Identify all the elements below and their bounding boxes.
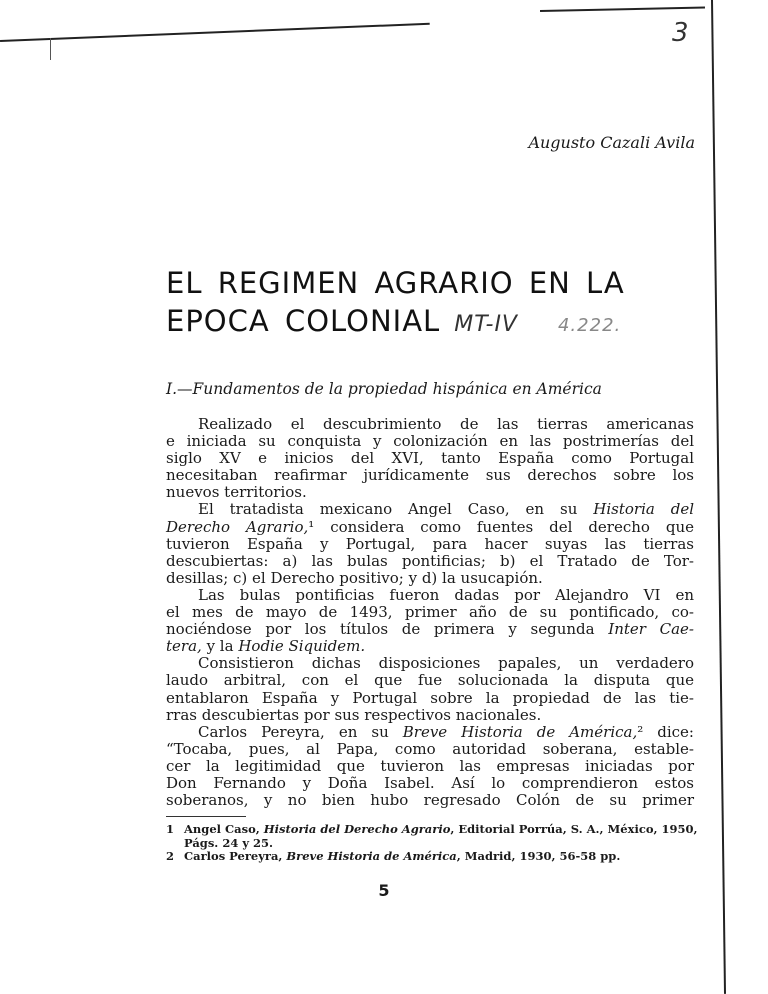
text-segment: siglo XV e inicios del XVI, tanto España como Portugal <box>166 449 694 468</box>
italic-text: Historia del <box>593 500 694 519</box>
text-segment: ² dice: <box>637 722 694 741</box>
footnote-text <box>184 850 620 864</box>
text-line <box>166 655 694 672</box>
footnotes <box>166 823 706 864</box>
text-segment: entablaron España y Portugal sobre la propiedad de las tie- <box>166 688 694 707</box>
scan-edge-line-right <box>711 0 726 994</box>
text-line <box>166 519 694 536</box>
text-line <box>166 536 694 553</box>
text-line <box>166 621 694 638</box>
text-segment: “Tocaba, pues, al Papa, como autoridad soberana, estable- <box>166 739 694 758</box>
footnote-text <box>184 823 706 850</box>
text-line <box>166 638 694 655</box>
text-line <box>166 553 694 570</box>
text-segment: Consistieron dichas disposiciones papales, un verdadero <box>198 654 694 673</box>
text-segment: desillas; c) el Derecho positivo; y d) la usucapión. <box>166 568 543 587</box>
text-segment: nuevos territorios. <box>166 483 307 502</box>
text-segment: Realizado el descubrimiento de las tierras americanas <box>198 415 694 433</box>
text-segment: tuvieron España y Portugal, para hacer suyas las tierras <box>166 534 694 553</box>
italic-text: Historia del Derecho Agrario <box>263 822 451 836</box>
italic-text: Derecho Agrario, <box>166 517 309 536</box>
article-title-line-1: EL REGIMEN AGRARIO EN LA <box>166 266 625 300</box>
text-segment: El tratadista mexicano Angel Caso, en su <box>198 500 594 519</box>
text-line <box>166 467 694 484</box>
title-text: EPOCA COLONIAL <box>166 304 441 338</box>
text-segment: soberanos, y no bien hubo regresado Colón de su primer <box>166 791 694 810</box>
text-segment: descubiertas: a) las bulas pontificias; b) el Tratado de Tor- <box>166 551 694 570</box>
text-line <box>166 707 694 724</box>
text-line <box>166 792 694 809</box>
handwritten-note-faint: 4.222. <box>557 315 622 336</box>
text-segment: Don Fernando y Doña Isabel. Así lo comprendieron estos <box>166 773 694 792</box>
text-line <box>166 604 694 621</box>
text-segment: ¹ considera como fuentes del derecho que <box>308 517 694 536</box>
handwritten-note: MT-IV <box>454 312 518 337</box>
italic-text: tera, <box>166 637 202 656</box>
handwritten-page-number: 3 <box>672 18 689 48</box>
text-line <box>166 672 694 689</box>
text-segment: Angel Caso, <box>184 822 264 836</box>
text-segment: e iniciada su conquista y colonización en las postrimerías del <box>166 432 694 451</box>
page-number: 5 <box>378 881 390 900</box>
text-segment: nociéndose por los títulos de primera y segunda <box>166 620 609 639</box>
section-heading: I.—Fundamentos de la propiedad hispánica en América <box>166 380 602 398</box>
scan-tick-mark <box>50 38 51 60</box>
text-segment: Carlos Pereyra, <box>184 849 287 863</box>
text-segment: el mes de mayo de 1493, primer año de su pontificado, co- <box>166 603 694 622</box>
italic-text: Breve Historia de América <box>286 849 457 863</box>
text-segment: rras descubiertas por sus respectivos nacionales. <box>166 705 542 724</box>
text-line <box>166 570 694 587</box>
text-line <box>166 587 694 604</box>
footnote-divider <box>166 816 246 817</box>
text-line <box>166 416 694 433</box>
text-line <box>166 433 694 450</box>
text-segment: cer la legitimidad que tuvieron las empresas iniciadas por <box>166 756 694 775</box>
article-title-line-2 <box>166 304 621 338</box>
text-line <box>166 724 694 741</box>
text-segment: laudo arbitral, con el que fue solucionada la disputa que <box>166 671 694 690</box>
text-line <box>166 484 694 501</box>
text-line <box>166 758 694 775</box>
text-line <box>166 741 694 758</box>
text-segment: necesitaban reafirmar jurídicamente sus derechos sobre los <box>166 466 694 485</box>
scan-edge-line-top-left <box>0 23 430 42</box>
text-line <box>166 690 694 707</box>
italic-text: Hodie Siquidem. <box>238 637 366 656</box>
text-line <box>166 450 694 467</box>
text-segment: , Madrid, 1930, 56-58 pp. <box>456 849 621 863</box>
scan-edge-line-top-right <box>540 7 705 12</box>
text-line <box>166 501 694 518</box>
text-segment: , Editorial Porrúa, S. A., México, 1950, Págs. 24 y 25. <box>184 822 698 850</box>
footnote-number: 1 <box>166 822 175 836</box>
text-segment: Las bulas pontificias fueron dadas por Alejandro VI en <box>198 585 694 604</box>
body-text <box>166 416 694 809</box>
text-line <box>166 775 694 792</box>
footnote <box>166 823 706 850</box>
text-segment: y la <box>201 637 239 656</box>
italic-text: Breve Historia de América, <box>402 722 638 741</box>
italic-text: Inter Cae- <box>608 620 694 639</box>
footnote-number: 2 <box>166 849 175 863</box>
author-name: Augusto Cazali Avila <box>528 133 695 152</box>
footnote <box>166 850 706 864</box>
text-segment: Carlos Pereyra, en su <box>198 722 403 741</box>
